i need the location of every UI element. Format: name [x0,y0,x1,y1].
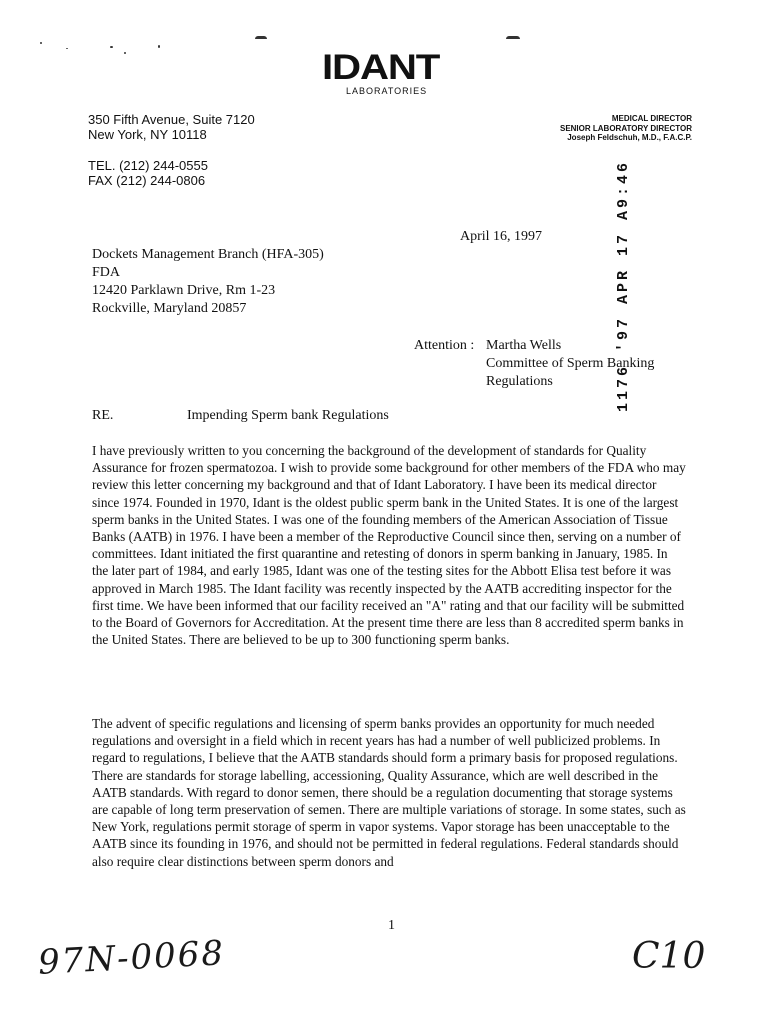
attention-line: Committee of Sperm Banking [486,356,655,371]
recipient-address [92,246,324,318]
scan-mark [506,36,520,39]
scan-speck [158,45,160,48]
md-title: SENIOR LABORATORY DIRECTOR [559,123,692,133]
md-title: MEDICAL DIRECTOR [611,114,692,123]
company-logo-subtitle: LABORATORIES [346,86,428,96]
scan-speck [40,42,42,44]
address-line: New York, NY 10118 [88,127,207,142]
subject-label: RE. [92,408,114,423]
body-paragraph-1: I have previously written to you concerning the background of the development of standards for Quality Assurance for frozen spermatozoa. I wish to provide some background for other members of the FDA who may review this letter concerning my background and that of Idant Laboratory. I have been its medical director since 1974. Founded in 1970, Idant is the oldest public sperm bank in the United States. It is one of the largest sperm banks in the United States. I was one of the founding members of the American Association of Tissue Banks (AATB) in 1976. I have been a member of the Reproductive Council since then, serving on a number of committees. Idant initiated the first quarantine and retesting of donors in sperm banking in January, 1985. In the later part of 1984, and early 1985, Idant was one of the testing sites for the Abbott Elisa test before it was approved in March 1985. The Idant facility was recently inspected by the AATB accrediting inspector for the first time. We have been informed that our facility received an "A" rating and that our facility will be submitted to the Board of Governors for Accreditation. At the present time there are less than 8 accredited sperm banks in the United States. There are believed to be up to 300 functioning sperm banks. [92,443,686,648]
recipient-line: FDA [92,265,121,280]
scan-mark [255,36,267,39]
letter-date: April 16, 1997 [460,229,543,244]
received-stamp-text: 1176 '97 APR 17 A9:46 [615,160,632,413]
recipient-line: 12420 Parklawn Drive, Rm 1-23 [92,283,276,298]
company-logo: IDANT [322,48,440,87]
scan-speck [66,48,68,49]
fax: FAX (212) 244-0806 [88,173,206,188]
attention-label: Attention : [414,338,475,353]
attention-name: Martha Wells [486,338,562,353]
recipient-line: Dockets Management Branch (HFA-305) [92,247,324,262]
subject-line [92,408,389,424]
sender-address [88,112,255,142]
received-stamp [595,160,665,413]
scan-speck [110,46,113,48]
address-line: 350 Fifth Avenue, Suite 7120 [88,112,255,127]
subject-text: Impending Sperm bank Regulations [187,408,389,423]
attention-block [414,337,654,391]
page-number: 1 [388,918,395,933]
md-name: Joseph Feldschuh, M.D., F.A.C.P. [567,133,692,142]
sender-phone-block [88,158,208,188]
handwritten-docket-number: 97N-0068 [37,933,226,983]
medical-director-block [560,114,692,143]
telephone: TEL. (212) 244-0555 [88,158,208,173]
attention-line: Regulations [486,374,553,389]
scan-speck [124,52,126,54]
handwritten-code: C10 [632,936,706,977]
recipient-line: Rockville, Maryland 20857 [92,301,247,316]
body-paragraph-2: The advent of specific regulations and licensing of sperm banks provides an opportunity for much needed regulations and oversight in a field which in recent years has had a number of well publicized problems. In regard to regulations, I believe that the AATB standards should form a primary basis for proposed regulations. There are standards for storage labelling, accessioning, Quality Assurance, which are well described in the AATB standards. With regard to donor semen, there should be a regulation documenting that storage systems are capable of long term preservation of semen. There are multiple variations of storage. In some states, such as New York, regulations permit storage of sperm in vapor systems. Vapor storage has been unacceptable to the AATB since its founding in 1976, and should not be permitted in federal regulations. Federal standards should also require clear distinctions between sperm donors and [92,716,686,869]
